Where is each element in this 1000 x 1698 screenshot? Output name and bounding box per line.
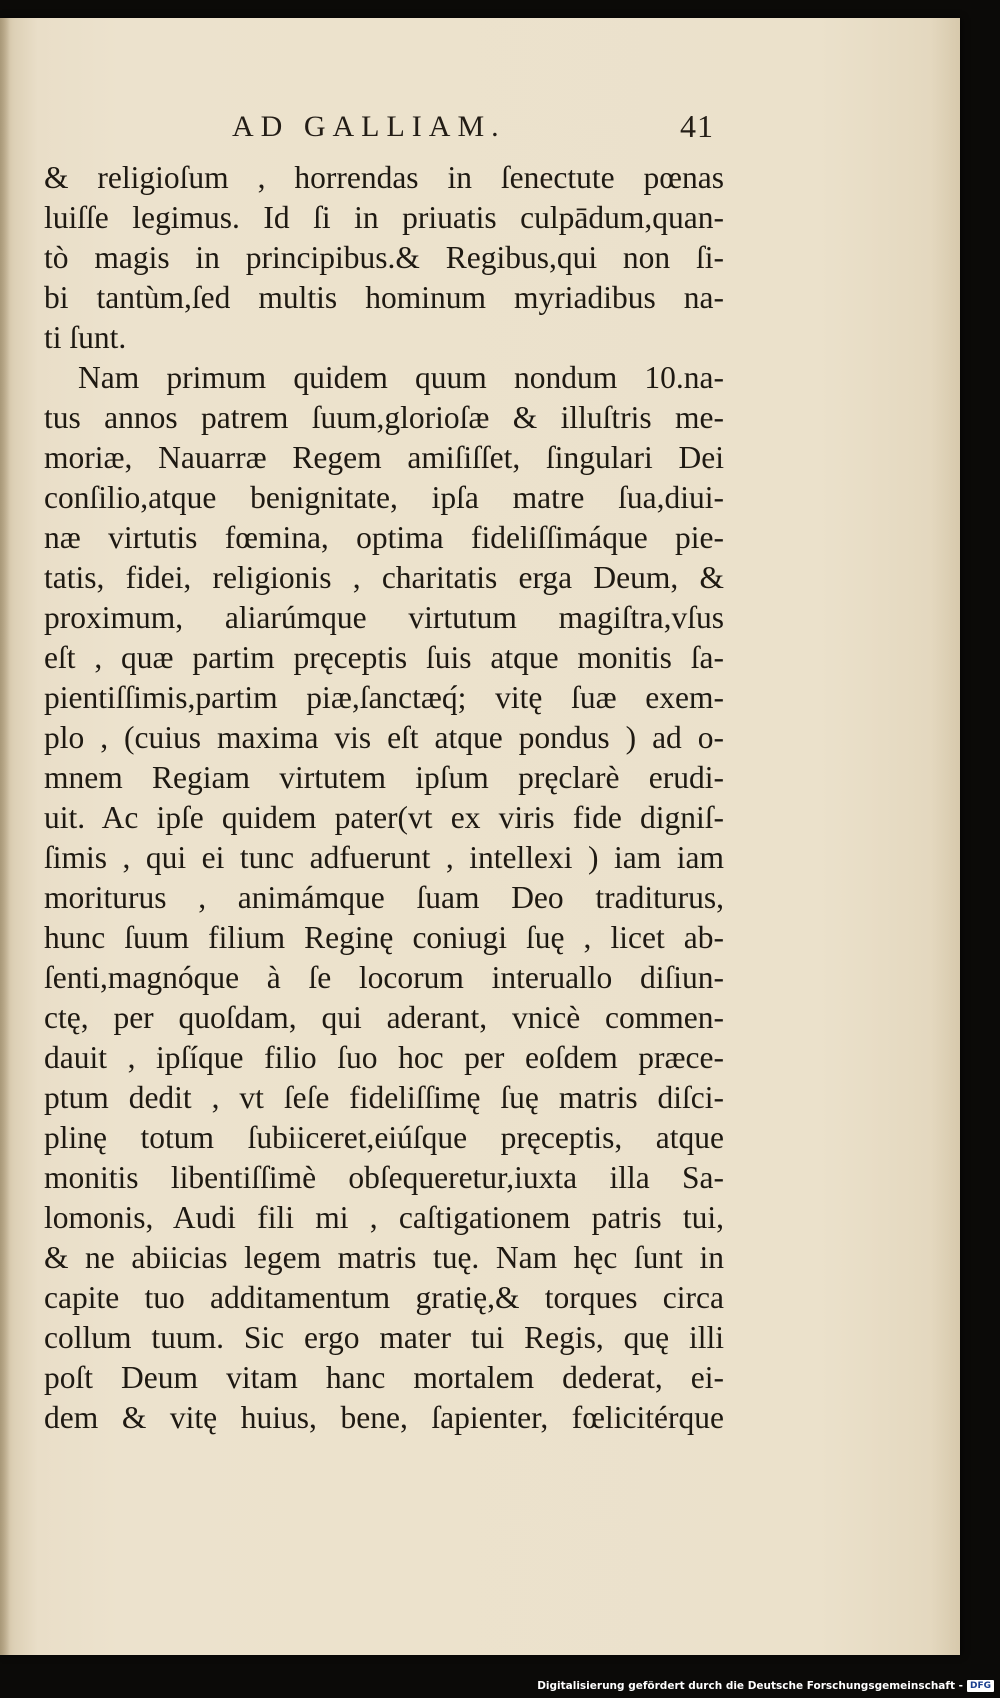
text-line: plinę totum ſubiiceret,eiúſque pręceptis, atque [44,1120,724,1155]
page-number: 41 [680,108,714,144]
running-head: AD GALLIAM. [232,110,506,143]
text-line: ti ſunt. [44,320,127,355]
text-block [44,158,724,1438]
text-line: ptum dedit , vt ſeſe fideliſſimę ſuę matris diſci- [44,1080,724,1115]
text-line: & religioſum , horrendas in ſenectute pœnas [44,160,724,195]
text-line: pientiſſimis,partim piæ,ſanctæq́; vitę ſuæ exem- [44,680,724,715]
text-line: bi tantùm,ſed multis hominum myriadibus na- [44,280,724,315]
text-line: tus annos patrem ſuum,glorioſæ & illuſtris me- [44,400,724,435]
text-line: uit. Ac ipſe quidem pater(vt ex viris fide digniſ- [44,800,724,835]
text-line: proximum, aliarúmque virtutum magiſtra,vſus [44,600,724,635]
text-line: næ virtutis fœmina, optima fideliſſimáque pie- [44,520,724,555]
text-line: mnem Regiam virtutem ipſum pręclarè erudi- [44,760,724,795]
paragraph-first-line: Nam primum quidem quum nondum 10.na- [78,360,724,395]
text-line: monitis libentiſſimè obſequeretur,iuxta illa Sa- [44,1160,724,1195]
text-line: dauit , ipſíque filio ſuo hoc per eoſdem præce- [44,1040,724,1075]
text-line: & ne abiicias legem matris tuę. Nam hęc ſunt in [44,1240,724,1275]
text-line: dem & vitę huius, bene, ſapienter, fœlicitérque [44,1400,724,1435]
page-gutter-shadow [0,18,10,1655]
dfg-logo-icon: DFG [967,1680,994,1692]
text-line: plo , (cuius maxima vis eſt atque pondus ) ad o- [44,720,724,755]
text-line: moriturus , animámque ſuam Deo traditurus, [44,880,724,915]
digitization-credit [537,1680,994,1692]
text-line: ſimis , qui ei tunc adfuerunt , intellexi ) iam iam [44,840,724,875]
text-line: tatis, fidei, religionis , charitatis erga Deum, & [44,560,724,595]
book-page [0,18,960,1655]
text-line: ctę, per quoſdam, qui aderant, vnicè commen- [44,1000,724,1035]
text-line: lomonis, Audi fili mi , caſtigationem patris tui, [44,1200,724,1235]
text-line: poſt Deum vitam hanc mortalem dederat, ei- [44,1360,724,1395]
text-line: capite tuo additamentum gratię,& torques circa [44,1280,724,1315]
text-line: moriæ, Nauarræ Regem amiſiſſet, ſingulari Dei [44,440,724,475]
text-line: ſenti,magnóque à ſe locorum interuallo diſiun- [44,960,724,995]
credit-text: Digitalisierung gefördert durch die Deutsche Forschungsgemeinschaft - [537,1680,963,1692]
text-line: luiſſe legimus. Id ſi in priuatis culpādum,quan- [44,200,724,235]
text-line: tò magis in principibus.& Regibus,qui non ſi- [44,240,724,275]
text-line: collum tuum. Sic ergo mater tui Regis, quę illi [44,1320,724,1355]
text-line: conſilio,atque benignitate, ipſa matre ſua,diui- [44,480,724,515]
text-line: eſt , quæ partim pręceptis ſuis atque monitis ſa- [44,640,724,675]
text-line: hunc ſuum filium Reginę coniugi ſuę , licet ab- [44,920,724,955]
